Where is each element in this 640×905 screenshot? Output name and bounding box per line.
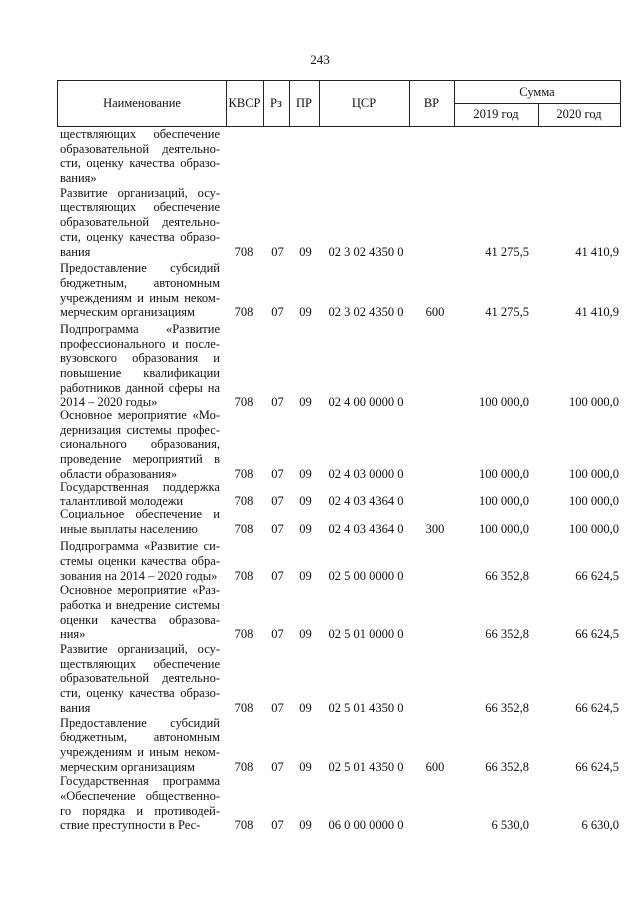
pr-cell: 09 (299, 466, 312, 481)
row-name-line: Основное мероприятие «Мо- (60, 408, 220, 423)
row-name-line: ния» (60, 627, 86, 642)
sum-2019-cell: 100 000,0 (479, 521, 529, 536)
table-row (57, 322, 627, 410)
row-name-line: Развитие организаций, осу- (60, 185, 220, 200)
rz-cell: 07 (271, 700, 284, 715)
rz-cell: 07 (271, 305, 284, 320)
row-name-line: ществляющих обеспечение (60, 656, 220, 671)
table-row (57, 583, 627, 642)
kvsr-cell: 708 (234, 568, 254, 583)
row-values (57, 569, 627, 584)
csr-cell: 02 4 03 4364 0 (328, 521, 404, 536)
table-row (57, 186, 627, 259)
sum-2020-cell: 6 630,0 (581, 818, 619, 833)
kvsr-cell: 708 (234, 818, 254, 833)
kvsr-cell: 708 (234, 466, 254, 481)
csr-cell: 02 5 01 4350 0 (328, 759, 404, 774)
pr-cell: 09 (299, 244, 312, 259)
sum-2020-cell: 66 624,5 (575, 627, 619, 642)
row-values (57, 305, 627, 320)
page-number: 243 (310, 52, 330, 67)
row-name-line: ществляющих обеспечение (60, 127, 220, 141)
csr-cell: 02 5 01 0000 0 (328, 627, 404, 642)
sum-2020-cell: 100 000,0 (569, 466, 619, 481)
sum-2020-cell: 41 410,9 (575, 305, 619, 320)
sum-2020-cell: 66 624,5 (575, 700, 619, 715)
sum-2019-cell: 66 352,8 (485, 759, 529, 774)
row-name-line: вузовского образования и (60, 351, 220, 366)
sum-2020-cell: 100 000,0 (569, 521, 619, 536)
pr-cell: 09 (299, 494, 312, 509)
row-name-line: образовательной деятельно- (60, 215, 220, 230)
sum-2020-cell: 100 000,0 (569, 494, 619, 509)
pr-cell: 09 (299, 305, 312, 320)
rz-cell: 07 (271, 395, 284, 410)
row-name-line: учреждениям и иным неком- (60, 290, 220, 305)
header-kvsr: КВСР (228, 96, 261, 110)
row-name-line: области образования» (60, 466, 178, 481)
row-name-line: мерческим организациям (60, 305, 195, 320)
header-csr: ЦСР (351, 96, 377, 110)
row-values (57, 760, 627, 775)
row-name-line: «Обеспечение общественно- (60, 788, 220, 803)
sum-2020-cell: 100 000,0 (569, 395, 619, 410)
row-name-line: Развитие организаций, осу- (60, 642, 220, 657)
pr-cell: 09 (299, 395, 312, 410)
row-name-line: ществляющих обеспечение (60, 200, 220, 215)
vr-cell: 600 (425, 759, 445, 774)
csr-cell: 06 0 00 0000 0 (328, 818, 404, 833)
sum-2019-cell: 100 000,0 (479, 494, 529, 509)
kvsr-cell: 708 (234, 759, 254, 774)
row-name-line: иные выплаты населению (60, 521, 198, 536)
row-name-line: вания (60, 244, 91, 259)
row-name-line: сти, оценку качества образо- (60, 686, 220, 701)
sum-2019-cell: 66 352,8 (485, 627, 529, 642)
pr-cell: 09 (299, 521, 312, 536)
row-name-line: стемы оценки качества обра- (60, 553, 220, 568)
row-name-line: бюджетным, автономным (60, 730, 220, 745)
kvsr-cell: 708 (234, 395, 254, 410)
header-name: Наименование (103, 96, 181, 110)
pr-cell: 09 (299, 568, 312, 583)
row-name-line: сти, оценку качества образо- (60, 156, 220, 171)
pr-cell: 09 (299, 700, 312, 715)
row-name-line: Подпрограмма «Развитие си- (60, 539, 220, 554)
table-row (57, 716, 627, 775)
csr-cell: 02 4 03 4364 0 (328, 494, 404, 509)
kvsr-cell: 708 (234, 305, 254, 320)
csr-cell: 02 5 01 4350 0 (328, 700, 404, 715)
row-name-line: го порядка и противодей- (60, 803, 220, 818)
row-name-line: дернизация системы профес- (60, 422, 220, 437)
sum-2019-cell: 100 000,0 (479, 395, 529, 410)
row-name-line: Предоставление субсидий (60, 715, 220, 730)
table-row (57, 774, 627, 833)
row-name-line: сионального образования, (60, 437, 220, 452)
header-vr: ВР (423, 96, 440, 110)
row-name-line: работка и внедрение системы (60, 598, 220, 612)
table-row (57, 539, 627, 583)
row-name-line: 2014 – 2020 годы» (60, 395, 158, 410)
header-pr: ПР (296, 96, 312, 110)
csr-cell: 02 3 02 4350 0 (328, 305, 404, 320)
row-name-line: повышение квалификации (60, 366, 220, 380)
header-rz: Рз (270, 96, 282, 110)
row-name-line: бюджетным, автономным (60, 275, 220, 290)
rz-cell: 07 (271, 627, 284, 642)
row-name-line: работников данной сферы на (60, 380, 220, 395)
csr-cell: 02 4 03 0000 0 (328, 466, 404, 481)
sum-2019-cell: 66 352,8 (485, 700, 529, 715)
csr-cell: 02 4 00 0000 0 (328, 395, 404, 410)
table-header (57, 80, 621, 127)
row-name-line: образовательной деятельно- (60, 141, 220, 156)
sum-2020-cell: 66 624,5 (575, 759, 619, 774)
row-name-line: мерческим организациям (60, 759, 195, 774)
sum-2020-cell: 66 624,5 (575, 568, 619, 583)
rz-cell: 07 (271, 466, 284, 481)
rz-cell: 07 (271, 759, 284, 774)
row-name-line: профессионального и после- (60, 336, 220, 351)
pr-cell: 09 (299, 627, 312, 642)
table-row (57, 408, 627, 481)
vr-cell: 600 (425, 305, 445, 320)
row-values (57, 627, 627, 642)
table-row (57, 507, 627, 536)
header-year-2020: 2020 год (556, 107, 602, 121)
rz-cell: 07 (271, 568, 284, 583)
header-sum: Сумма (519, 84, 555, 99)
rz-cell: 07 (271, 818, 284, 833)
kvsr-cell: 708 (234, 700, 254, 715)
row-name-line: проведение мероприятий в (60, 452, 220, 467)
row-name-line: Социальное обеспечение и (60, 506, 220, 521)
sum-2019-cell: 66 352,8 (485, 568, 529, 583)
row-name-line: Основное мероприятие «Раз- (60, 583, 220, 598)
row-name-line: оценки качества образова- (60, 612, 220, 627)
header-year-2019: 2019 год (473, 107, 519, 121)
row-name-line: Подпрограмма «Развитие (60, 321, 220, 336)
csr-cell: 02 5 00 0000 0 (328, 568, 404, 583)
row-name-line: талантливой молодежи (60, 494, 184, 509)
vr-cell: 300 (425, 521, 445, 536)
rz-cell: 07 (271, 494, 284, 509)
row-name-line: Предоставление субсидий (60, 261, 220, 276)
pr-cell: 09 (299, 818, 312, 833)
table-row (57, 261, 627, 320)
kvsr-cell: 708 (234, 244, 254, 259)
sum-2019-cell: 100 000,0 (479, 466, 529, 481)
row-name-line: Государственная поддержка (60, 479, 220, 494)
table-row (57, 480, 627, 509)
row-values (57, 245, 627, 260)
row-name-line: образовательной деятельно- (60, 671, 220, 686)
row-name-line: вания» (60, 171, 97, 186)
sum-2019-cell: 41 275,5 (485, 305, 529, 320)
row-values (57, 701, 627, 716)
row-values (57, 522, 627, 537)
pr-cell: 09 (299, 759, 312, 774)
row-name-line: зования на 2014 – 2020 годы» (60, 568, 218, 583)
rz-cell: 07 (271, 244, 284, 259)
rz-cell: 07 (271, 521, 284, 536)
csr-cell: 02 3 02 4350 0 (328, 244, 404, 259)
sum-2019-cell: 6 530,0 (491, 818, 529, 833)
table-body (57, 127, 627, 833)
kvsr-cell: 708 (234, 494, 254, 509)
row-name-line: сти, оценку качества образо- (60, 229, 220, 244)
kvsr-cell: 708 (234, 627, 254, 642)
row-name-line: Государственная программа (60, 774, 220, 789)
row-name-line: вания (60, 700, 91, 715)
table-row (57, 642, 627, 715)
row-name-line: учреждениям и иным неком- (60, 744, 220, 759)
row-name-line: ствие преступности в Рес- (60, 818, 201, 833)
sum-2019-cell: 41 275,5 (485, 244, 529, 259)
table-row (57, 127, 627, 186)
sum-2020-cell: 41 410,9 (575, 244, 619, 259)
row-values (57, 818, 627, 833)
row-values (57, 171, 627, 186)
kvsr-cell: 708 (234, 521, 254, 536)
